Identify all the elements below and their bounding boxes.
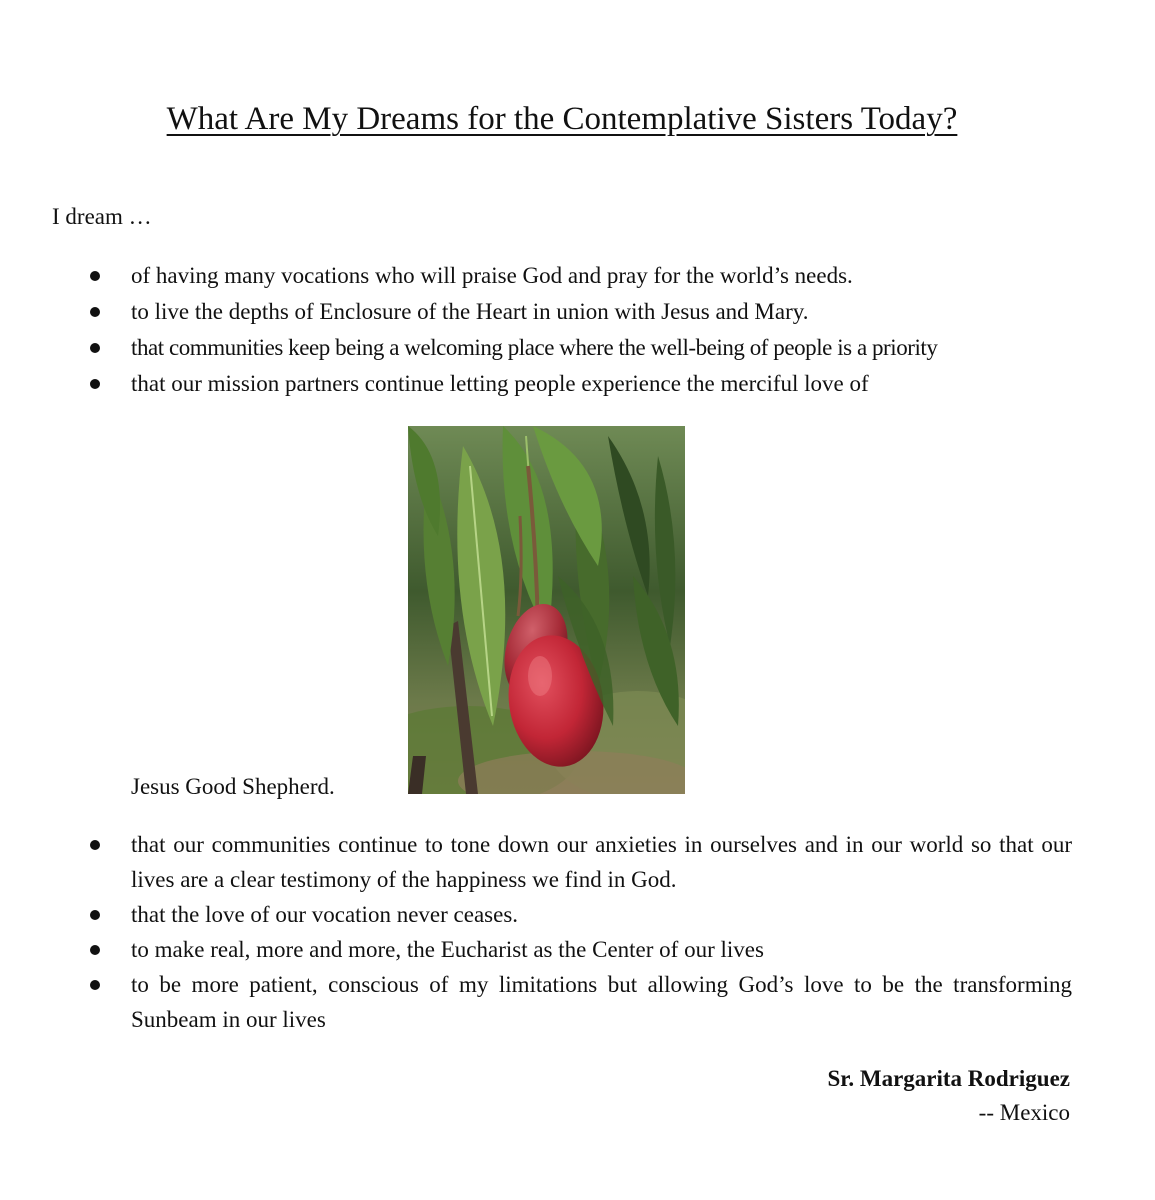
signature-block: [827, 1062, 1070, 1130]
page-title-text: What Are My Dreams for the Contemplative Sisters Today?: [166, 101, 958, 137]
author-name: Sr. Margarita Rodriguez: [827, 1066, 1070, 1091]
intro-text: I dream …: [52, 204, 152, 229]
list-item-text: that our mission partners continue letting people experience the merciful love of: [131, 371, 869, 396]
list-item-text: that our communities continue to tone down our anxieties in ourselves and in our world so that our lives are a clear testimony of the happiness we find in God.: [131, 832, 1072, 892]
page-title: [0, 96, 1124, 142]
bullet-icon: [90, 271, 100, 281]
bullet-icon: [90, 910, 100, 920]
list-item: [0, 258, 1072, 294]
author-location: -- Mexico: [978, 1100, 1070, 1125]
bullet-icon: [90, 840, 100, 850]
list-item-text: that communities keep being a welcoming place where the well-being of people is a priority: [131, 335, 938, 360]
bullet-icon: [90, 379, 100, 389]
list-item: [0, 294, 1072, 330]
list-item: [0, 932, 1072, 967]
dream-list-second: [0, 827, 1072, 1037]
list-item: [0, 330, 1072, 366]
list-item-text: to live the depths of Enclosure of the Heart in union with Jesus and Mary.: [131, 299, 809, 324]
mango-tree-photo: [408, 426, 685, 794]
list-item: [0, 897, 1072, 932]
list-item: [0, 827, 1072, 897]
mango-tree-illustration: [408, 426, 685, 794]
continuation-text: Jesus Good Shepherd.: [131, 774, 335, 799]
bullet-icon: [90, 980, 100, 990]
list-item-text: to be more patient, conscious of my limitations but allowing God’s love to be the transforming Sunbeam in our lives: [131, 972, 1072, 1032]
list-item: [0, 967, 1072, 1037]
list-item-text: to make real, more and more, the Eucharist as the Center of our lives: [131, 937, 764, 962]
bullet-icon: [90, 343, 100, 353]
dream-list-first: [0, 258, 1072, 402]
list-item-text: of having many vocations who will praise God and pray for the world’s needs.: [131, 263, 853, 288]
bullet-icon: [90, 945, 100, 955]
list-item-text: that the love of our vocation never ceases.: [131, 902, 519, 927]
bullet-icon: [90, 307, 100, 317]
list-item: [0, 366, 1072, 402]
